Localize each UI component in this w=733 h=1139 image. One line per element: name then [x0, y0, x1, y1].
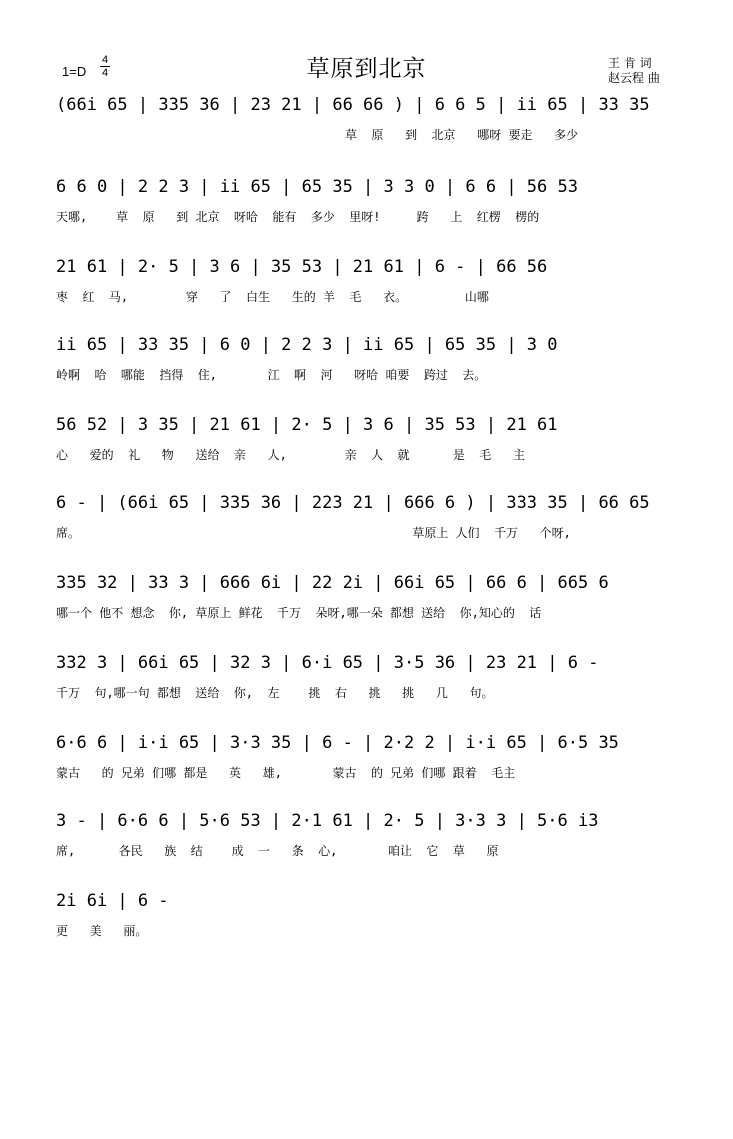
lyrics-line: 枣 红 马, 穿 了 白生 生的 羊 毛 衣。 山哪 [56, 290, 489, 304]
notation-line: 6 - | (66i 65 | 335 36 | 223 21 | 666 6 ) | 333 35 | 66 65 [56, 493, 650, 513]
lyricist-credit: 王 肯 词 [608, 56, 652, 70]
notation-line: 332 3 | 66i 65 | 32 3 | 6·i 65 | 3·5 36 | 23 21 | 6 - [56, 653, 599, 673]
staff-system-5 [56, 412, 684, 472]
staff-system-8 [56, 650, 684, 710]
lyrics-line: 蒙古 的 兄弟 们哪 都是 英 雄, 蒙古 的 兄弟 们哪 跟着 毛主 [56, 766, 516, 780]
staff-system-2 [56, 174, 684, 234]
lyrics-line: 天哪, 草 原 到 北京 呀哈 能有 多少 里呀! 跨 上 红楞 楞的 [56, 210, 540, 224]
notation-line: 335 32 | 33 3 | 666 6i | 22 2i | 66i 65 | 66 6 | 665 6 [56, 573, 609, 593]
lyrics-line: 更 美 丽。 [56, 924, 148, 938]
notation-line: 3 - | 6·6 6 | 5·6 53 | 2·1 61 | 2· 5 | 3·3 3 | 5·6 i3 [56, 811, 599, 831]
lyrics-line: 席, 各民 族 结 成 一 条 心, 咱让 它 草 原 [56, 844, 499, 858]
staff-system-1 [56, 92, 684, 152]
staff-system-7 [56, 570, 684, 630]
notation-line: 21 61 | 2· 5 | 3 6 | 35 53 | 21 61 | 6 - | 66 56 [56, 257, 548, 277]
lyrics-line: 席。 草原上 人们 千万 个呀, [56, 526, 571, 540]
score-header [0, 0, 733, 90]
notation-line: (66i 65 | 335 36 | 23 21 | 66 66 ) | 6 6 5 | ii 65 | 33 35 [56, 95, 650, 115]
lyrics-line: 心 爱的 礼 物 送给 亲 人, 亲 人 就 是 毛 主 [56, 448, 525, 462]
staff-system-4 [56, 332, 684, 392]
lyrics-line: 岭啊 哈 哪能 挡得 住, 江 啊 河 呀哈 咱要 跨过 去。 [56, 368, 487, 382]
credits [608, 56, 660, 86]
lyrics-line: 哪一个 他不 想念 你, 草原上 鲜花 千万 朵呀,哪一朵 都想 送给 你,知心的 话 [56, 606, 542, 620]
staff-system-6 [56, 490, 684, 550]
notation-line: 2i 6i | 6 - [56, 891, 169, 911]
meter-top: 4 [101, 54, 109, 66]
notation-line: 6·6 6 | i·i 65 | 3·3 35 | 6 - | 2·2 2 | i·i 65 | 6·5 35 [56, 733, 619, 753]
staff-system-10 [56, 808, 684, 868]
key-signature: 1=D [62, 64, 87, 79]
notation-line: ii 65 | 33 35 | 6 0 | 2 2 3 | ii 65 | 65 35 | 3 0 [56, 335, 558, 355]
lyrics-line: 千万 句,哪一句 都想 送给 你, 左 挑 右 挑 挑 几 句。 [56, 686, 494, 700]
staff-system-3 [56, 254, 684, 314]
meter-bottom: 4 [101, 67, 109, 79]
composer-credit: 赵云程 曲 [608, 71, 660, 85]
notation-line: 56 52 | 3 35 | 21 61 | 2· 5 | 3 6 | 35 53 | 21 61 [56, 415, 558, 435]
staff-system-9 [56, 730, 684, 790]
song-title: 草原到北京 [306, 56, 427, 82]
notation-line: 6 6 0 | 2 2 3 | ii 65 | 65 35 | 3 3 0 | 6 6 | 56 53 [56, 177, 578, 197]
staff-system-11 [56, 888, 684, 948]
lyrics-line: 草 原 到 北京 哪呀 要走 多少 [56, 128, 579, 142]
